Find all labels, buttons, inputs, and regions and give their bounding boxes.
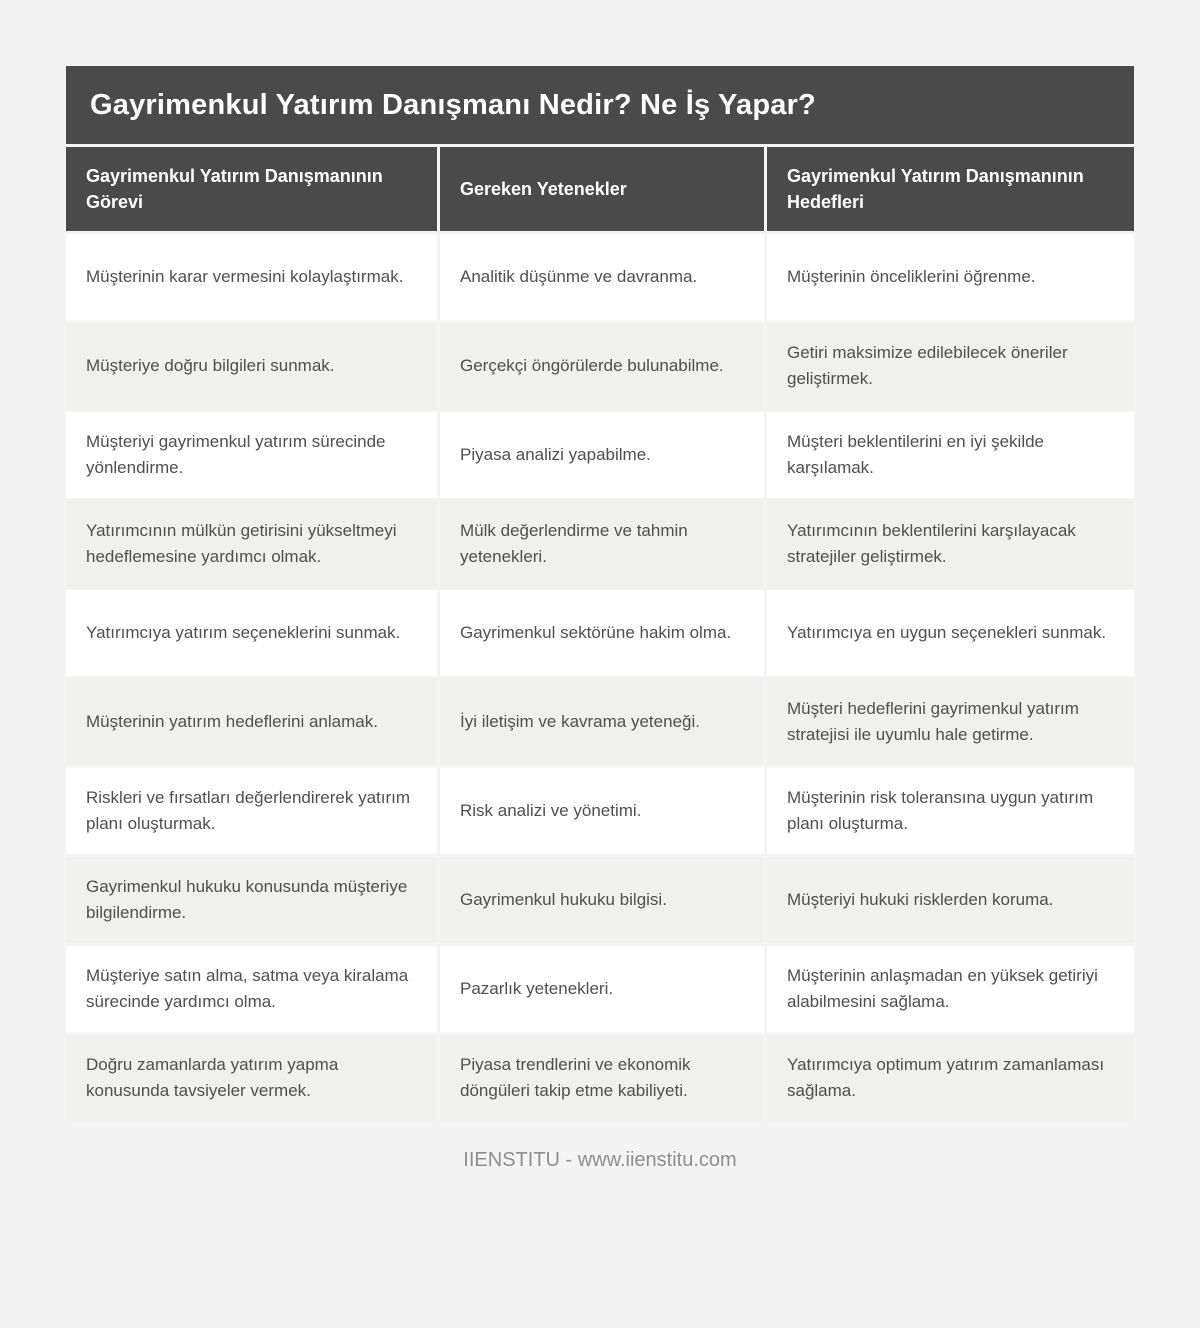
table-cell: Gayrimenkul sektörüne hakim olma. xyxy=(440,590,764,676)
table-cell: Doğru zamanlarda yatırım yapma konusunda tavsiyeler vermek. xyxy=(66,1035,437,1121)
page-container xyxy=(66,0,1134,1172)
table-row xyxy=(66,501,1134,587)
column-header-yetenekler: Gereken Yetenekler xyxy=(440,147,764,231)
table-cell: Getiri maksimize edilebilecek öneriler geliştirmek. xyxy=(767,323,1134,409)
table-cell: Yatırımcıya yatırım seçeneklerini sunmak. xyxy=(66,590,437,676)
table-row xyxy=(66,590,1134,676)
table-cell: Riskleri ve fırsatları değerlendirerek yatırım planı oluşturmak. xyxy=(66,768,437,854)
table-row xyxy=(66,768,1134,854)
table-cell: Müşterinin yatırım hedeflerini anlamak. xyxy=(66,679,437,765)
table-cell: Müşterinin risk toleransına uygun yatırım planı oluşturma. xyxy=(767,768,1134,854)
table-cell: Müşteriye doğru bilgileri sunmak. xyxy=(66,323,437,409)
table-cell: Yatırımcıya en uygun seçenekleri sunmak. xyxy=(767,590,1134,676)
table-cell: Piyasa analizi yapabilme. xyxy=(440,412,764,498)
table-cell: Analitik düşünme ve davranma. xyxy=(440,234,764,320)
table-row xyxy=(66,412,1134,498)
table-cell: Gerçekçi öngörülerde bulunabilme. xyxy=(440,323,764,409)
page-title: Gayrimenkul Yatırım Danışmanı Nedir? Ne İş Yapar? xyxy=(66,66,1134,144)
column-header-gorevi: Gayrimenkul Yatırım Danışmanının Görevi xyxy=(66,147,437,231)
table-cell: Müşteriye satın alma, satma veya kiralama sürecinde yardımcı olma. xyxy=(66,946,437,1032)
table-row xyxy=(66,679,1134,765)
column-header-hedefleri: Gayrimenkul Yatırım Danışmanının Hedefleri xyxy=(767,147,1134,231)
footer-attribution: IIENSTITU - www.iienstitu.com xyxy=(463,1149,737,1171)
table-cell: Müşteri beklentilerini en iyi şekilde karşılamak. xyxy=(767,412,1134,498)
table-cell: Gayrimenkul hukuku bilgisi. xyxy=(440,857,764,943)
table-cell: Pazarlık yetenekleri. xyxy=(440,946,764,1032)
table-cell: Gayrimenkul hukuku konusunda müşteriye bilgilendirme. xyxy=(66,857,437,943)
table-body xyxy=(66,234,1134,1121)
table-cell: Müşteri hedeflerini gayrimenkul yatırım stratejisi ile uyumlu hale getirme. xyxy=(767,679,1134,765)
table-cell: Risk analizi ve yönetimi. xyxy=(440,768,764,854)
table-row xyxy=(66,323,1134,409)
table-cell: Müşteriyi hukuki risklerden koruma. xyxy=(767,857,1134,943)
table-cell: İyi iletişim ve kavrama yeteneği. xyxy=(440,679,764,765)
table-cell: Müşterinin önceliklerini öğrenme. xyxy=(767,234,1134,320)
table-cell: Mülk değerlendirme ve tahmin yetenekleri. xyxy=(440,501,764,587)
table-row xyxy=(66,1035,1134,1121)
table-cell: Yatırımcının beklentilerini karşılayacak stratejiler geliştirmek. xyxy=(767,501,1134,587)
table-cell: Piyasa trendlerini ve ekonomik döngüleri takip etme kabiliyeti. xyxy=(440,1035,764,1121)
table-cell: Müşterinin karar vermesini kolaylaştırmak. xyxy=(66,234,437,320)
table-cell: Yatırımcının mülkün getirisini yükseltmeyi hedeflemesine yardımcı olmak. xyxy=(66,501,437,587)
table-cell: Müşterinin anlaşmadan en yüksek getiriyi alabilmesini sağlama. xyxy=(767,946,1134,1032)
table-cell: Müşteriyi gayrimenkul yatırım sürecinde yönlendirme. xyxy=(66,412,437,498)
table-row xyxy=(66,857,1134,943)
table-row xyxy=(66,946,1134,1032)
table-cell: Yatırımcıya optimum yatırım zamanlaması sağlama. xyxy=(767,1035,1134,1121)
table-row xyxy=(66,234,1134,320)
table-header-row xyxy=(66,147,1134,231)
